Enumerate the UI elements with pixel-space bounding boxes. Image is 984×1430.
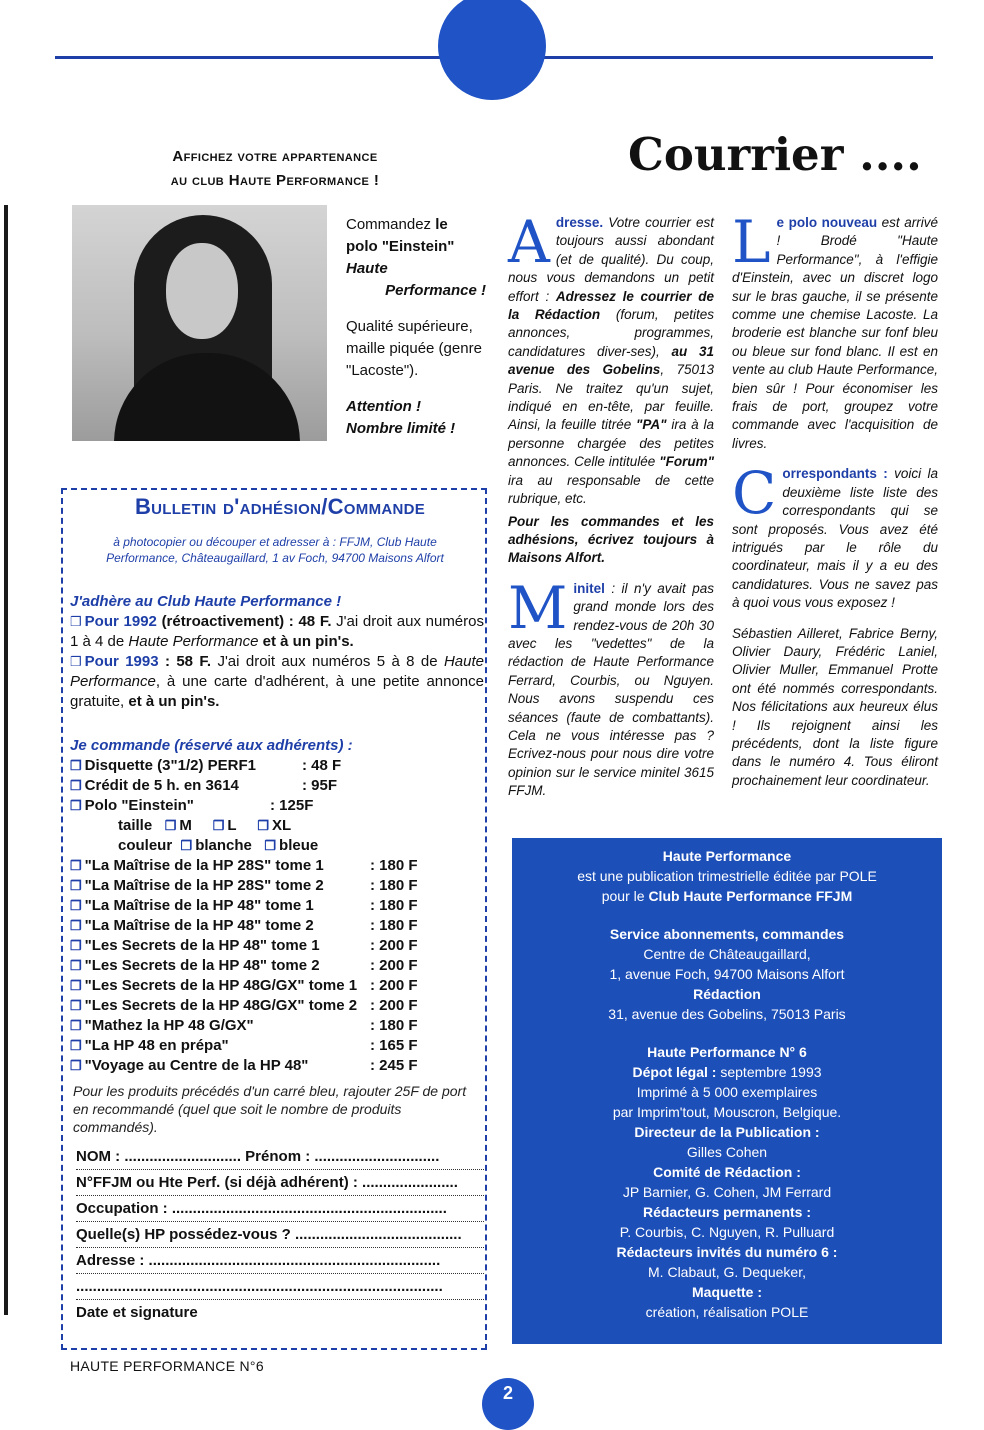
book-item[interactable]: ❒ "Les Secrets de la HP 48" tome 1 : 200 F bbox=[70, 937, 418, 954]
size-options: taille ❒ M ❒ L ❒ XL bbox=[118, 817, 292, 834]
adhesion-heading: J'adhère au Club Haute Performance ! bbox=[70, 593, 342, 610]
command-item-credit[interactable]: ❒ Crédit de 5 h. en 3614 : 95F bbox=[70, 777, 338, 794]
polo-promo: Commandez le polo "Einstein" Haute Performance ! Qualité supérieure, maille piquée (genre "Lacoste"). Attention ! Nombre limité ! bbox=[346, 216, 486, 437]
signature-field[interactable]: Date et signature bbox=[76, 1304, 198, 1321]
promo-quality: Qualité supérieure, maille piquée (genre "Lacoste"). bbox=[346, 318, 482, 379]
checkbox-icon[interactable]: ❒ bbox=[70, 798, 82, 813]
order-form bbox=[76, 1144, 484, 1325]
book-item[interactable]: ❒ "Voyage au Centre de la HP 48" : 245 F bbox=[70, 1057, 418, 1074]
affichez-heading: Affichez votre appartenance au club Haute Performance ! bbox=[170, 148, 380, 189]
adresse-paragraph: Adresse. Votre courrier est toujours aussi abondant (et de qualité). Du coup, nous vous demandons un petit effort : Adressez le courrier de la Rédaction (forum, petites annonces, programmes, candidatures diver-ses), au 31 avenue des Gobelins, 75013 Paris. Ne traitez qu'un sujet, indiqué en en-tête, par feuille. Ainsi, la feuille titrée "PA" ira à la personne chargée des petites annonces. Celle intitulée "Forum" ira au responsable de cette rubrique, etc. bbox=[508, 208, 715, 507]
adhesion-section bbox=[70, 592, 484, 712]
checkbox-icon[interactable]: ❒ bbox=[70, 1038, 82, 1053]
hp-owned-field[interactable]: Quelle(s) HP possédez-vous ? ........................................ bbox=[76, 1222, 484, 1248]
command-section bbox=[70, 736, 484, 1076]
color-options: couleur ❒ blanche ❒ bleue bbox=[118, 837, 319, 854]
command-heading: Je commande (réservé aux adhérents) : bbox=[70, 737, 353, 754]
checkbox-icon[interactable]: ❒ bbox=[70, 778, 82, 793]
checkbox-icon[interactable]: ❒ bbox=[70, 918, 82, 933]
occupation-field[interactable]: Occupation : .................................................................. bbox=[76, 1196, 484, 1222]
left-edge-bar bbox=[4, 205, 8, 1315]
bulletin-subtitle: à photocopier ou découper et adresser à : FFJM, Club Haute Performance, Châteaugaillard, 1 av Foch, 94700 Maisons Alfort bbox=[106, 535, 444, 565]
book-item[interactable]: ❒ "Les Secrets de la HP 48G/GX" tome 2 : 200 F bbox=[70, 997, 418, 1014]
checkbox-icon[interactable]: ❒ bbox=[70, 654, 82, 669]
checkbox-icon[interactable]: ❒ bbox=[70, 614, 82, 629]
book-item[interactable]: ❒ "La Maîtrise de la HP 28S" tome 1 : 180 F bbox=[70, 857, 418, 874]
address-field[interactable]: Adresse : ...................................................................... bbox=[76, 1248, 484, 1274]
book-item[interactable]: ❒ "Mathez la HP 48 G/GX" : 180 F bbox=[70, 1017, 418, 1034]
photo-face bbox=[166, 243, 238, 339]
checkbox-icon[interactable]: ❒ bbox=[70, 978, 82, 993]
option-1992[interactable]: ❒ Pour 1992 (rétroactivement) : 48 F. J'ai droit aux numéros 1 à 4 de Haute Performance et à un pin's. bbox=[70, 613, 484, 650]
names-paragraph: Sébastien Ailleret, Fabrice Berny, Olivier Daury, Frédéric Laniel, Olivier Muller, Emmanuel Protte ont été nommés correspondants. Nos félicitations aux heureux élus ! Ils rejoignent ainsi les précédents, dont la liste figure dans le numéro 4. Tous éliront prochainement leur coordinateur. bbox=[732, 625, 938, 788]
command-item-disquette[interactable]: ❒ Disquette (3"1/2) PERF1 : 48 F bbox=[70, 757, 342, 774]
top-circle-decoration bbox=[438, 0, 546, 100]
member-number-field[interactable]: N°FFJM ou Hte Perf. (si déjà adhérent) : ....................... bbox=[76, 1170, 484, 1196]
checkbox-icon[interactable]: ❒ bbox=[257, 818, 270, 833]
option-1993[interactable]: ❒ Pour 1993 : 58 F. J'ai droit aux numéros 5 à 8 de Haute Performance, à une carte d'adhérent, à une petite annonce gratuite, et à un pin's. bbox=[70, 653, 484, 710]
book-item[interactable]: ❒ "La Maîtrise de la HP 28S" tome 2 : 180 F bbox=[70, 877, 418, 894]
shipping-note: Pour les produits précédés d'un carré bleu, rajouter 25F de port en recommandé (quel que soit le nombre de produits commandés). bbox=[73, 1083, 467, 1135]
name-field[interactable]: NOM : ............................ Prénom : .............................. bbox=[76, 1144, 484, 1170]
checkbox-icon[interactable]: ❒ bbox=[70, 878, 82, 893]
footer-title: HAUTE PERFORMANCE N°6 bbox=[70, 1358, 264, 1374]
checkbox-icon[interactable]: ❒ bbox=[180, 838, 193, 853]
checkbox-icon[interactable]: ❒ bbox=[70, 938, 82, 953]
checkbox-icon[interactable]: ❒ bbox=[212, 818, 225, 833]
checkbox-icon[interactable]: ❒ bbox=[70, 998, 82, 1013]
book-item[interactable]: ❒ "La Maîtrise de la HP 48" tome 1 : 180 F bbox=[70, 897, 418, 914]
imprint-box: Haute Performance est une publication trimestrielle éditée par POLE pour le Club Haute Performance FFJM Service abonnements, commandes Centre de Châteaugaillard, 1, avenue Foch, 94700 Maisons Alfort Rédaction 31, avenue des Gobelins, 75013 Paris Haute Performance N° 6 Dépot légal : septembre 1993 Imprimé à 5 000 exemplaires par Imprim'tout, Mouscron, Belgique. Directeur de la Publication : Gilles Cohen Comité de Rédaction : JP Barnier, G. Cohen, JM Ferrard Rédacteurs permanents : P. Courbis, C. Nguyen, R. Pulluard Rédacteurs invités du numéro 6 : M. Clabaut, G. Dequeker, Maquette : création, réalisation POLE bbox=[512, 838, 942, 1344]
checkbox-icon[interactable]: ❒ bbox=[70, 898, 82, 913]
commandes-paragraph: Pour les commandes et les adhésions, écrivez toujours à Maisons Alfort. bbox=[508, 513, 714, 566]
checkbox-icon[interactable]: ❒ bbox=[70, 758, 82, 773]
checkbox-icon[interactable]: ❒ bbox=[164, 818, 177, 833]
checkbox-icon[interactable]: ❒ bbox=[70, 1018, 82, 1033]
command-item-polo[interactable]: ❒ Polo "Einstein" : 125F bbox=[70, 797, 314, 814]
book-item[interactable]: ❒ "La Maîtrise de la HP 48" tome 2 : 180 F bbox=[70, 917, 418, 934]
checkbox-icon[interactable]: ❒ bbox=[70, 1058, 82, 1073]
book-item[interactable]: ❒ "Les Secrets de la HP 48" tome 2 : 200 F bbox=[70, 957, 418, 974]
correspondants-paragraph: Correspondants : voici la deuxième liste liste des correspondants qui se sont proposés. Vous avez été intrigués par le rôle du coordinateur, mais il y a eu des candidatures. Vous ne savez pas à quoi vous vous exposez ! bbox=[732, 459, 938, 611]
polo-photo bbox=[72, 205, 327, 441]
checkbox-icon[interactable]: ❒ bbox=[70, 858, 82, 873]
bulletin-title: Bulletin d'adhésion/Commande bbox=[134, 494, 426, 519]
page-title: Courrier .... bbox=[628, 128, 922, 181]
address-field-2[interactable]: ........................................................................................ bbox=[76, 1274, 484, 1300]
checkbox-icon[interactable]: ❒ bbox=[70, 958, 82, 973]
minitel-paragraph: Minitel : il n'y avait pas grand monde lors des rendez-vous de 20h 30 avec les "vedettes" de la rédaction de Haute Performance Ferrard, Courbis, ou Nguyen. Nous avons suspendu ces séances (faute de combattants). Cela ne vous intéresse pas ? Ecrivez-nous pour nous dire votre opinion sur le service minitel 3615 FFJM. bbox=[508, 573, 714, 799]
column-middle bbox=[508, 208, 715, 813]
book-item[interactable]: ❒ "La HP 48 en prépa" : 165 F bbox=[70, 1037, 418, 1054]
book-item[interactable]: ❒ "Les Secrets de la HP 48G/GX" tome 1 : 200 F bbox=[70, 977, 418, 994]
checkbox-icon[interactable]: ❒ bbox=[264, 838, 277, 853]
page-number: 2 bbox=[482, 1378, 534, 1430]
polo-paragraph: Le polo nouveau est arrivé ! Brodé "Haute Performance", à l'effigie d'Einstein, avec un discret logo sur le bras gauche, il se présente comme une chemise Lacoste. La broderie est blanche sur fonf bleu ou bleue sur fond blanc. Il est en vente au club Haute Performance, bien sûr ! Pour économiser les frais de port, groupez votre commande avec l'acquisition de livres. bbox=[732, 208, 938, 451]
column-right bbox=[732, 208, 938, 802]
